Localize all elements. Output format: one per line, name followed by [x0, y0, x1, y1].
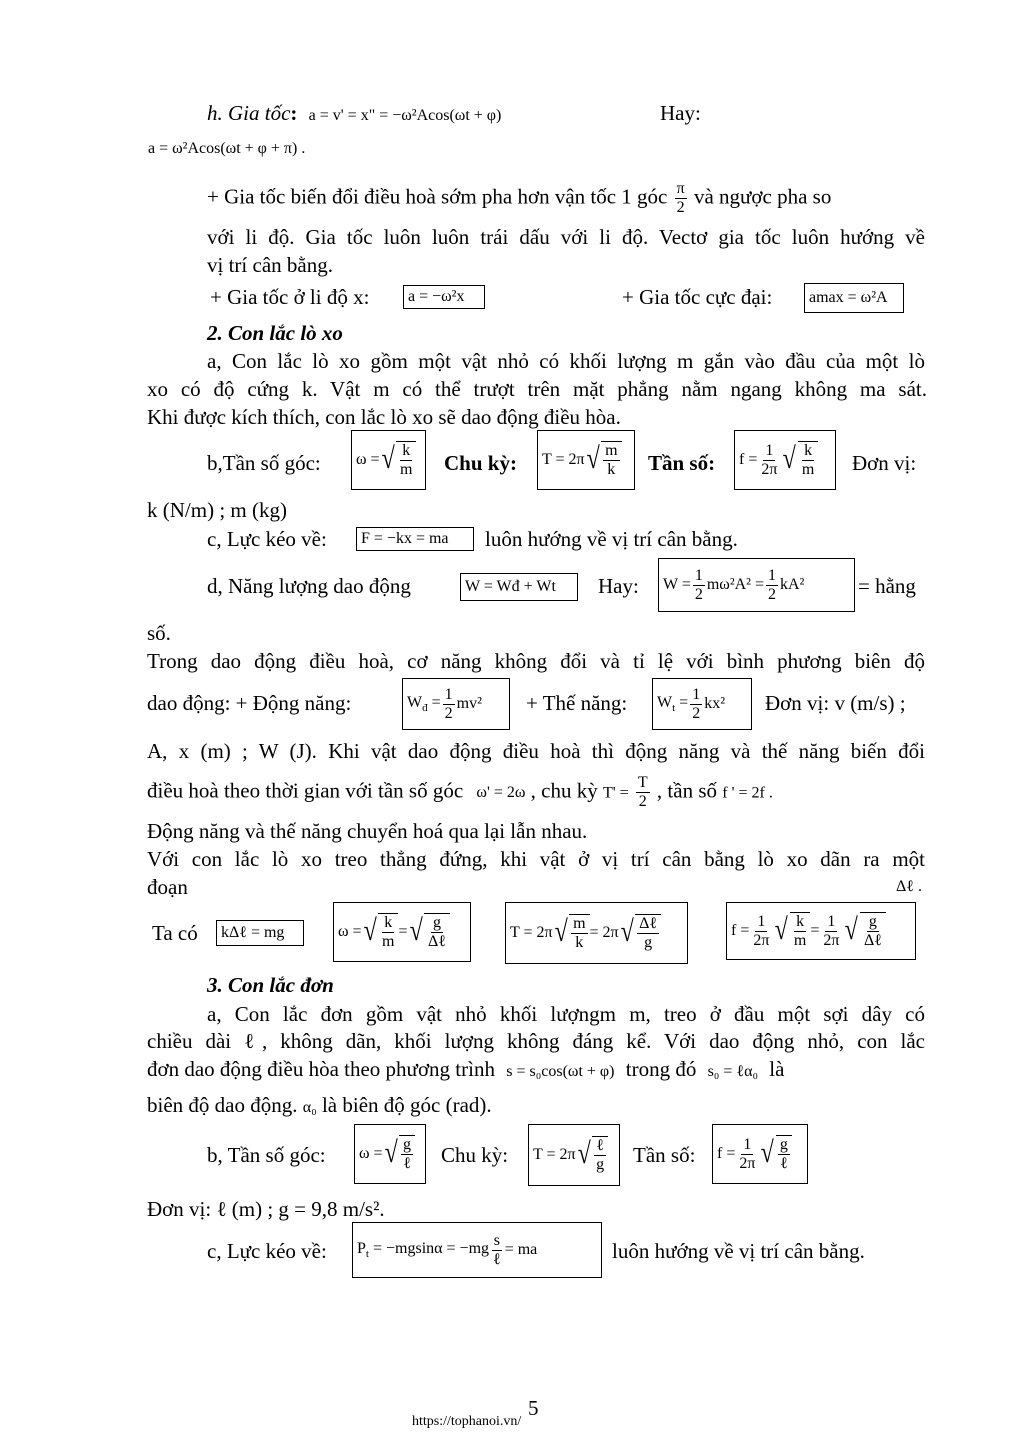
section-3-a-line4: biên độ dao động. α₀ là biên độ góc (rad).	[147, 1093, 492, 1117]
section-3-a-line2: chiều dài ℓ, không dãn, khối lượng không đáng kể. Với dao động nhỏ, con lắc	[147, 1029, 925, 1053]
spring-frequency-formula: f = $\frac{1}{2\pi}$ √ $\frac{k}{m}$	[734, 430, 836, 490]
pendulum-period-label: Chu kỳ:	[441, 1143, 509, 1167]
pendulum-force-label: c, Lực kéo về:	[207, 1239, 327, 1263]
energy-paragraph-1: Trong dao động điều hoà, cơ năng không đổi và tỉ lệ với bình phương biên độ	[147, 649, 925, 673]
energy-paragraph-4: điều hoà theo thời gian với tần số góc ω' = 2ω , chu kỳ T' = $\frac{T}{2}$ , tần số f ' = 2f .	[147, 774, 773, 810]
section-3-heading: 3. Con lắc đơn	[207, 973, 334, 997]
energy-paragraph-3: A, x (m) ; W (J). Khi vật dao động điều hoà thì động năng và thế năng biến đổi	[147, 739, 925, 763]
bullet-phase-line3: vị trí cân bằng.	[207, 253, 333, 277]
section-2-heading: 2. Con lắc lò xo	[207, 321, 343, 345]
pi-over-2: $\frac{\pi}{2}$	[676, 180, 685, 216]
energy-paragraph-5: Động năng và thế năng chuyển hoá qua lại lẫn nhau.	[147, 819, 588, 843]
spring-frequency-label: Tần số:	[648, 451, 716, 475]
section-2-a-line3: Khi được kích thích, con lắc lò xo sẽ dao động điều hòa.	[147, 405, 621, 429]
bullet-phase-line2: với li độ. Gia tốc luôn luôn trái dấu với li độ. Vectơ gia tốc luôn hướng về	[207, 225, 925, 249]
energy-tail-2: số.	[147, 621, 171, 645]
vertical-omega-formula: ω = √ $\frac{k}{m}$ = √ $\frac{g}{\text{Δℓ}}$	[333, 902, 471, 962]
spring-period-label: Chu kỳ:	[444, 451, 517, 475]
acceleration-formula: a = v' = x" = −ω²Acos(ωt + φ)	[308, 107, 502, 124]
vertical-period-formula: T = 2π √ $\frac{m}{k}$ = 2π √ $\frac{\text{Δℓ}}{g}$	[505, 902, 688, 964]
pendulum-force-tail: luôn hướng về vị trí cân bằng.	[612, 1239, 865, 1263]
accel-at-x-label: + Gia tốc ở li độ x:	[210, 285, 370, 309]
section-2-a-line1: a, Con lắc lò xo gồm một vật nhỏ có khối lượng m gắn vào đầu của một lò	[207, 349, 925, 373]
energy-label: d, Năng lượng dao động	[207, 574, 411, 598]
equilibrium-formula: kΔℓ = mg	[216, 920, 304, 946]
acceleration-formula-alt: a = ω²Acos(ωt + φ + π) .	[148, 140, 306, 157]
section-h-heading: h. Gia tốc	[207, 101, 291, 125]
energy-hay: Hay:	[598, 574, 639, 598]
vertical-spring-line1: Với con lắc lò xo treo thẳng đứng, khi vật ở vị trí cân bằng lò xo dãn ra một	[147, 847, 925, 871]
energy-total-formula: W = $\frac{1}{2}$ mω²A² = $\frac{1}{2}$ kA²	[658, 558, 855, 612]
restoring-force-label: c, Lực kéo về:	[207, 527, 327, 551]
restoring-force-formula: F = −kx = ma	[356, 527, 474, 551]
kinetic-energy-label: dao động: + Động năng:	[147, 691, 352, 715]
vertical-frequency-formula: f = $\frac{1}{2\pi}$ √ $\frac{k}{m}$ = $\frac{1}{2\pi}$ √ $\frac{g}{\text{Δℓ}}$	[726, 902, 916, 960]
footer-url[interactable]: https://tophanoi.vn/	[412, 1414, 522, 1429]
vertical-spring-delta: Δℓ .	[896, 878, 922, 895]
pendulum-frequency-label: Tần số:	[633, 1143, 696, 1167]
vertical-spring-line2: đoạn	[147, 875, 188, 899]
accel-at-x-formula: a = −ω²x	[403, 285, 485, 309]
pendulum-omega-label: b, Tần số góc:	[207, 1143, 326, 1167]
spring-omega-formula: ω = √ $\frac{k}{m}$	[351, 430, 426, 490]
pendulum-omega-formula: ω = √ $\frac{g}{\text{ℓ}}$	[354, 1124, 426, 1184]
potential-energy-label: + Thế năng:	[526, 691, 628, 715]
pendulum-frequency-formula: f = $\frac{1}{2\pi}$ √ $\frac{g}{\text{ℓ}}$	[712, 1124, 808, 1184]
page-number: 5	[528, 1396, 539, 1420]
hay-label: Hay:	[660, 101, 701, 125]
potential-energy-formula: $W_t$ = $\frac{1}{2}$ kx²	[652, 678, 752, 730]
section-3-a-line3: đơn dao động điều hòa theo phương trình s = s₀cos(ωt + φ) trong đó s₀ = ℓα₀ là	[147, 1057, 785, 1081]
section-h-heading-line: h. Gia tốc: a = v' = x" = −ω²Acos(ωt + φ)	[207, 101, 502, 125]
energy-tail: = hằng	[858, 574, 916, 598]
spring-units-label: Đơn vị:	[852, 451, 917, 475]
spring-units: k (N/m) ; m (kg)	[147, 498, 287, 522]
max-accel-label: + Gia tốc cực đại:	[622, 285, 773, 309]
bullet-phase-line1: + Gia tốc biến đổi điều hoà sớm pha hơn vận tốc 1 góc $\frac{\pi}{2}$ và ngược pha so	[207, 180, 832, 216]
section-3-a-line1: a, Con lắc đơn gồm vật nhỏ khối lượngm m, treo ở đầu một sợi dây có	[207, 1002, 925, 1026]
spring-omega-label: b,Tần số góc:	[207, 451, 321, 475]
restoring-force-tail: luôn hướng về vị trí cân bằng.	[485, 527, 738, 551]
pendulum-units: Đơn vị: ℓ (m) ; g = 9,8 m/s².	[147, 1197, 385, 1221]
pendulum-force-formula: $P_t = -mgsin\alpha = -mg$ $\frac{s}{\text{ℓ}}$ = ma	[352, 1222, 602, 1278]
energy-formula: W = Wđ + Wt	[460, 573, 578, 601]
kinetic-energy-formula: $W_đ$ = $\frac{1}{2}$ mv²	[402, 678, 510, 730]
pendulum-period-formula: T = 2π √ $\frac{\text{ℓ}}{g}$	[528, 1124, 620, 1186]
spring-period-formula: T = 2π √ $\frac{m}{k}$	[537, 430, 635, 490]
max-accel-formula: amax = ω²A	[804, 283, 904, 313]
section-2-a-line2: xo có độ cứng k. Vật m có thể trượt trên mặt phẳng nằm ngang không ma sát.	[147, 377, 927, 401]
taco-label: Ta có	[152, 921, 198, 945]
energy-units: Đơn vị: v (m/s) ;	[765, 691, 906, 715]
